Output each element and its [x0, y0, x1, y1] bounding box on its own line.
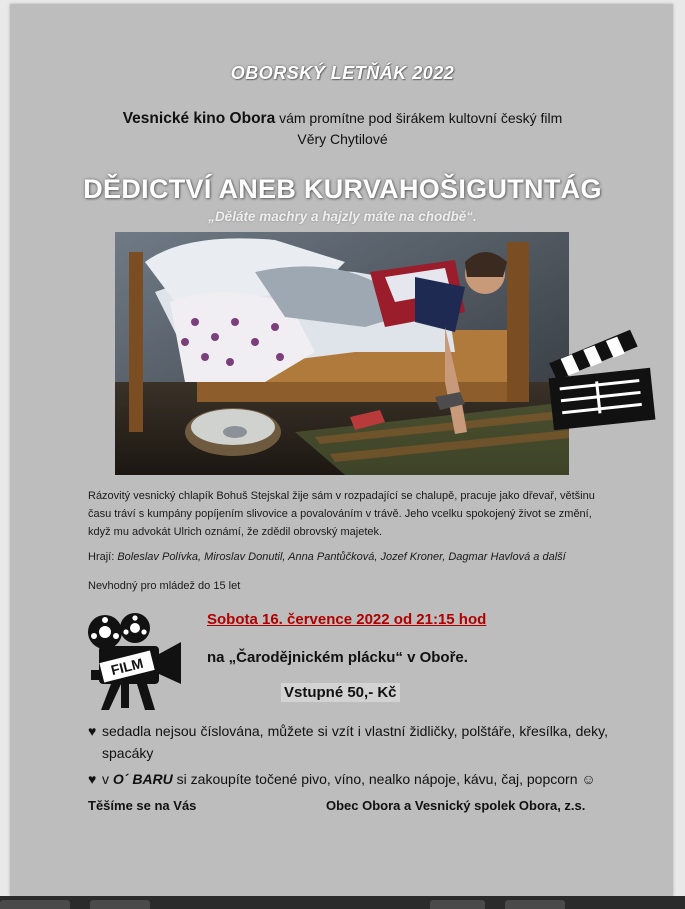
bullet2-pre: v	[102, 771, 109, 787]
list-item	[88, 720, 608, 764]
list-item	[88, 768, 608, 790]
description-line2: času tráví s kumpány popíjením slivovice a povalováním v trávě. Jeho vcelku spokojený život se změní,	[88, 508, 592, 520]
film-title: DĚDICTVÍ ANEB KURVAHOŠIGUTNTÁG	[83, 174, 602, 204]
bullet-text-1: sedadla nejsou číslována, můžete si vzít i vlastní židličky, polštáře, křesílka, deky, spacáky	[102, 723, 608, 761]
clapperboard-icon	[543, 323, 657, 430]
film-still-photo	[115, 232, 569, 475]
description-line3: když mu advokát Ulrich oznámí, že zdědil obrovský majetek.	[88, 526, 383, 538]
film-projector-icon	[81, 610, 185, 712]
age-note: Nevhodný pro mládež do 15 let	[88, 580, 241, 592]
footer-organizer: Obec Obora a Vesnický spolek Obora, z.s.	[326, 798, 586, 813]
bullet2-post: si zakoupíte točené pivo, víno, nealko nápoje, kávu, čaj, popcorn ☺	[176, 771, 596, 787]
event-date: Sobota 16. července 2022 od 21:15 hod	[207, 611, 487, 628]
footer-greeting: Těšíme se na Vás	[88, 798, 197, 813]
cast-line	[88, 551, 566, 563]
viewer-bottom-bar	[0, 896, 685, 909]
projector-label: FILM	[109, 654, 145, 679]
cast-names: Boleslav Polívka, Miroslav Donutil, Anna Pantůčková, Jozef Kroner, Dagmar Havlová a další	[117, 551, 566, 563]
ticket-price: Vstupné 50,- Kč	[281, 683, 400, 702]
event-place: na „Čarodějnickém plácku“ v Oboře.	[207, 649, 468, 666]
info-bullets	[88, 720, 608, 790]
obar-name: O´ BARU	[112, 771, 173, 787]
bullet-text-2	[102, 768, 608, 790]
header-title: OBORSKÝ LETŇÁK 2022	[230, 63, 455, 83]
heart-icon: ♥	[88, 771, 97, 787]
heart-icon: ♥	[88, 723, 97, 739]
cast-label: Hrají:	[88, 551, 115, 563]
intro-line2: Věry Chytilové	[297, 131, 388, 147]
film-description	[88, 487, 608, 541]
description-line1: Rázovitý vesnický chlapík Bohuš Stejskal žije sám v rozpadající se chalupě, pracuje jako dřevař, většinu	[88, 490, 595, 502]
intro-line1: vám promítne pod širákem kultovní český film	[279, 110, 563, 126]
film-quote: „Děláte machry a hajzly máte na chodbě“.	[208, 209, 477, 224]
intro-text	[0, 108, 685, 149]
venue-name: Vesnické kino Obora	[122, 110, 276, 127]
